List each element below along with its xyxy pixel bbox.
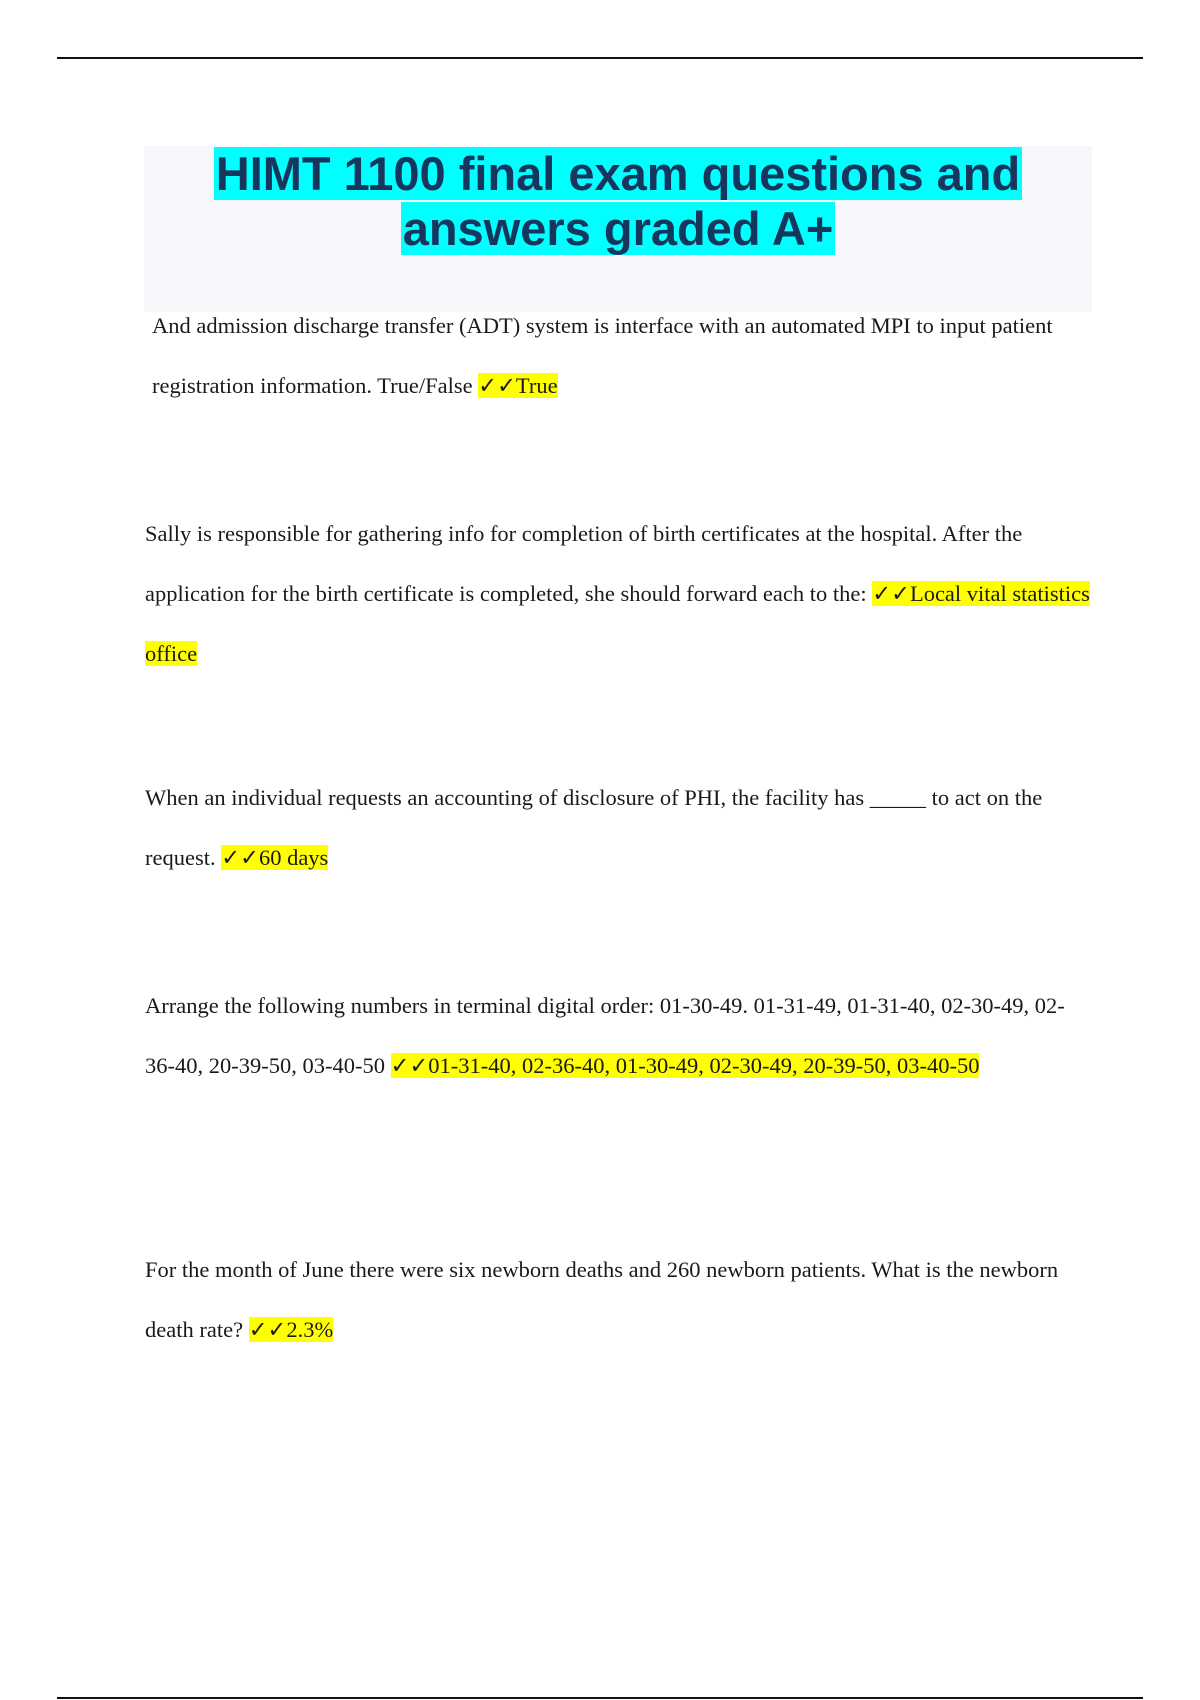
question-text: Arrange the following numbers in terminal digital order: 01-30-49. 01-31-49, 01-31-40, 02-30-49, 02-36-40, 20-39-50, 03-40-50 bbox=[145, 993, 1065, 1078]
answer-highlight: ✓✓2.3% bbox=[248, 1317, 334, 1342]
qa-item-5 bbox=[145, 1240, 1093, 1360]
qa-item-4 bbox=[145, 976, 1093, 1096]
question-text: Sally is responsible for gathering info for completion of birth certificates at the hospital. After the application for the birth certificate is completed, she should forward each to the: bbox=[145, 521, 1023, 606]
question-text: When an individual requests an accounting of disclosure of PHI, the facility has _____ to act on the request. bbox=[145, 785, 1043, 870]
bottom-rule bbox=[57, 1697, 1143, 1699]
document-title bbox=[144, 146, 1092, 256]
answer-highlight: ✓✓60 days bbox=[221, 845, 329, 870]
question-text: For the month of June there were six newborn deaths and 260 newborn patients. What is the newborn death rate? bbox=[145, 1257, 1059, 1342]
qa-item-3 bbox=[145, 768, 1093, 888]
answer-highlight: ✓✓01-31-40, 02-36-40, 01-30-49, 02-30-49, 20-39-50, 03-40-50 bbox=[390, 1053, 980, 1078]
title-line-2: answers graded A+ bbox=[402, 202, 834, 255]
question-text: And admission discharge transfer (ADT) system is interface with an automated MPI to input patient registration information. True/False bbox=[152, 313, 1053, 398]
title-block bbox=[144, 146, 1092, 312]
answer-highlight: ✓✓True bbox=[478, 373, 558, 398]
qa-item-2 bbox=[145, 504, 1093, 684]
title-line-1: HIMT 1100 final exam questions and bbox=[215, 147, 1021, 200]
qa-item-1 bbox=[145, 296, 1100, 416]
answer-highlight: ✓✓Local vital statistics office bbox=[145, 581, 1090, 666]
top-rule bbox=[57, 57, 1143, 59]
